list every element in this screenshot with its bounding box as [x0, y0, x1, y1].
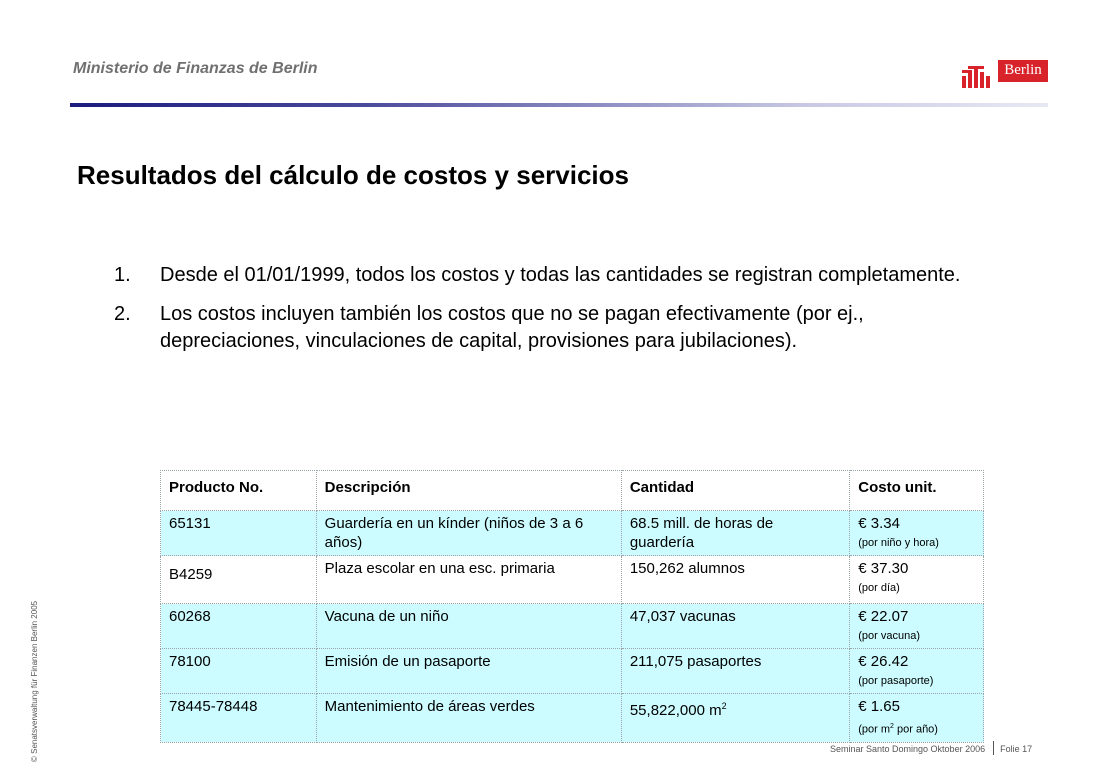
- column-header-cost: Costo unit.: [850, 471, 984, 511]
- quantity-superscript: 2: [721, 701, 727, 711]
- numbered-points: [114, 262, 974, 367]
- copyright-note: © Senatsverwaltung für Finanzen Berlin 2005: [30, 600, 39, 762]
- cost-table: [160, 470, 984, 743]
- quantity-value: 55,822,000 m: [629, 702, 722, 719]
- column-header-quantity: Cantidad: [621, 471, 849, 511]
- cost-note: (por niño y hora): [858, 537, 939, 549]
- quantity-cell: 68.5 mill. de horas de guardería: [621, 511, 849, 556]
- cost-value: € 1.65: [858, 698, 900, 715]
- quantity-cell: 150,262 alumnos: [621, 556, 849, 604]
- page-title: Resultados del cálculo de costos y servicios: [77, 160, 629, 190]
- footer-slide-number: Folie 17: [1000, 744, 1033, 754]
- quantity-cell: 47,037 vacunas: [621, 604, 849, 649]
- product-cell: 60268: [161, 604, 317, 649]
- table-row: [161, 556, 984, 604]
- cost-cell: [850, 604, 984, 649]
- cost-value: € 26.42: [858, 653, 909, 670]
- quantity-cell: 211,075 pasaportes: [621, 649, 849, 694]
- table-row: [161, 511, 984, 556]
- product-value: B4259: [169, 566, 213, 583]
- table-row: [161, 649, 984, 694]
- point-number: 1.: [114, 264, 131, 286]
- description-cell: Mantenimiento de áreas verdes: [316, 694, 621, 743]
- point-text: Los costos incluyen también los costos que no se pagan efectivamente (por ej., depreciaciones, vinculaciones de capital, provisiones para jubilaciones).: [160, 303, 864, 352]
- cost-note: [858, 717, 975, 740]
- point-number: 2.: [114, 303, 131, 325]
- footer-seminar: Seminar Santo Domingo Oktober 2006: [830, 744, 986, 754]
- table-row: [161, 694, 984, 743]
- column-header-description: Descripción: [316, 471, 621, 511]
- cost-note: (por pasaporte): [858, 675, 934, 687]
- table-row: [161, 604, 984, 649]
- cost-cell: [850, 649, 984, 694]
- cost-note-superscript: 2: [890, 723, 894, 730]
- table-header-row: [161, 471, 984, 511]
- logo-text: Berlin: [1004, 62, 1042, 78]
- cost-cell: [850, 511, 984, 556]
- footer: [830, 741, 1032, 755]
- cost-value: € 22.07: [858, 608, 909, 625]
- product-cell: 78445-78448: [161, 694, 317, 743]
- product-cell: 65131: [161, 511, 317, 556]
- point-text: Desde el 01/01/1999, todos los costos y todas las cantidades se registran completamente.: [160, 264, 961, 286]
- description-cell: Plaza escolar en una esc. primaria: [316, 556, 621, 604]
- cost-note: (por vacuna): [858, 630, 921, 642]
- header-divider: [70, 103, 1048, 107]
- berlin-logo: [962, 56, 1050, 90]
- logo-box: [998, 60, 1048, 82]
- cost-cell: [850, 694, 984, 743]
- description-cell: Guardería en un kínder (niños de 3 a 6 años): [316, 511, 621, 556]
- cost-note-prefix: (por m: [858, 723, 891, 736]
- cost-value: € 3.34: [858, 515, 900, 532]
- description-cell: Vacuna de un niño: [316, 604, 621, 649]
- column-header-product: Producto No.: [161, 471, 317, 511]
- cost-note: (por día): [858, 582, 900, 594]
- footer-separator: [993, 741, 994, 755]
- point-item: [114, 301, 974, 355]
- bear-emblem-icon: [962, 62, 996, 88]
- ministry-title: Ministerio de Finanzas de Berlin: [73, 60, 318, 77]
- cost-cell: [850, 556, 984, 604]
- point-item: [114, 262, 974, 289]
- product-cell: 78100: [161, 649, 317, 694]
- quantity-cell: [621, 694, 849, 743]
- cost-value: € 37.30: [858, 560, 909, 577]
- description-cell: Emisión de un pasaporte: [316, 649, 621, 694]
- product-cell: [161, 556, 317, 604]
- cost-note-suffix: por año): [893, 723, 938, 736]
